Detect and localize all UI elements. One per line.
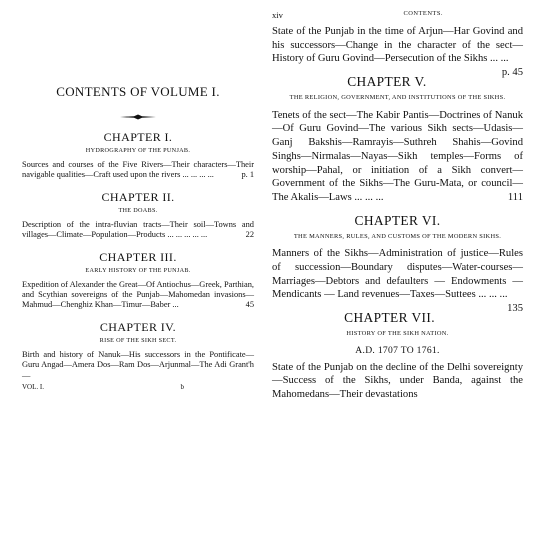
running-head-title: CONTENTS.	[403, 10, 443, 17]
chapter-summary-continued	[272, 25, 523, 79]
chapter-heading: CHAPTER III.	[99, 249, 177, 264]
page-reference: 22	[245, 230, 254, 240]
summary-text: Manners of the Sikhs—Administration of justice—Rules of succession—Boundary disputes—Water-courses—Marriages—Debtors and defaulters — Endowments — Mendicants — Land revenues—Taxes—Suttees ... ... ...	[272, 248, 523, 301]
summary-text: State of the Punjab on the decline of the Delhi sovereignty—Success of the Sikhs, under Banda, against the Mahomedans—Their devastations	[272, 361, 523, 401]
chapter-summary	[22, 220, 254, 241]
chapter-block	[272, 310, 523, 402]
chapter-subtitle: EARLY HISTORY OF THE PUNJAB.	[85, 266, 191, 274]
right-page	[268, 0, 533, 533]
running-header	[272, 10, 523, 20]
volume-signature: VOL. I.	[22, 383, 44, 392]
summary-text: Tenets of the sect—The Kabir Pantis—Doctrines of Nanuk—Of Guru Govind—The various Sikh sects—Udasis—Ganj Bakshis—Ramrayis—Suthreh Shahis—Govind Singhs—Nirmalas—Nayas—Sikh temples—Forms of worship—Pahal, or initiation of a Sikh convert—Government of the Sikhs—The Guru-Mata, or council—The Akalis—Laws ... ... ...	[272, 109, 523, 203]
chapter-heading: CHAPTER VII.	[344, 310, 435, 326]
chapter-heading: CHAPTER IV.	[99, 319, 177, 334]
chapter-heading: CHAPTER I.	[103, 130, 173, 144]
chapter-subtitle: HYDROGRAPHY OF THE PUNJAB.	[85, 147, 191, 154]
ornament-divider-icon	[120, 114, 156, 120]
chapter-block	[22, 130, 254, 181]
left-page	[0, 0, 262, 533]
chapter-block	[22, 250, 254, 311]
summary-text: Sources and courses of the Five Rivers—Their characters—Their navigable qualities—Craft used upon the rivers ... ... ... ...	[22, 160, 254, 180]
page-reference: 111	[507, 191, 523, 203]
chapter-heading: CHAPTER VI.	[354, 212, 441, 228]
summary-text: Expedition of Alexander the Great—Of Antiochus—Greek, Parthian, and Scythian sovereigns of the Punjab—Mahomedan invasions—Mahmud—Chenghiz Khan—Timur—Baber ...	[22, 279, 254, 310]
page-reference: p. 45	[501, 67, 523, 79]
chapter-summary	[272, 109, 523, 205]
chapter-summary	[272, 361, 523, 402]
chapter-block	[272, 74, 523, 205]
chapter-date-range: A.D. 1707 TO 1761.	[355, 344, 440, 356]
chapter-block	[22, 190, 254, 241]
volume-title: CONTENTS OF VOLUME I.	[56, 84, 220, 99]
chapter-summary	[22, 350, 254, 381]
summary-text: Birth and history of Nanuk—His successors in the Pontificate—Guru Angad—Amera Dos—Ram Dos—Arjunmal—The Adi Grant'h—	[22, 349, 254, 380]
chapter-subtitle: THE MANNERS, RULES, AND CUSTOMS OF THE MODERN SIKHS.	[293, 232, 502, 240]
chapter-heading: CHAPTER V.	[347, 74, 427, 90]
chapter-block	[22, 320, 254, 381]
chapter-block	[272, 212, 523, 315]
page-reference: p. 1	[241, 170, 254, 180]
page-reference: 45	[245, 300, 254, 310]
chapter-summary	[272, 247, 523, 315]
signature-line	[22, 383, 254, 391]
chapter-subtitle: THE RELIGION, GOVERNMENT, AND INSTITUTIONS OF THE SIKHS.	[289, 94, 506, 102]
chapter-subtitle: HISTORY OF THE SIKH NATION.	[346, 330, 449, 338]
page-reference: 135	[507, 303, 523, 315]
chapter-subtitle: RISE OF THE SIKH SECT.	[99, 336, 177, 344]
summary-text: State of the Punjab in the time of Arjun—Har Govind and his successors—Change in the character of the sect—History of Guru Govind—Persecution of the Sikhs ... ...	[272, 26, 523, 65]
signature-mark: b	[180, 383, 184, 392]
chapter-summary	[22, 280, 254, 311]
chapter-heading: CHAPTER II.	[101, 189, 175, 204]
summary-text: Description of the intra-fluvian tracts—Their soil—Towns and villages—Climate—Population—Products ... ... ... ... ...	[22, 219, 254, 240]
chapter-subtitle: THE DOABS.	[118, 206, 158, 214]
chapter-summary	[22, 160, 254, 181]
page-number: xiv	[272, 10, 283, 20]
